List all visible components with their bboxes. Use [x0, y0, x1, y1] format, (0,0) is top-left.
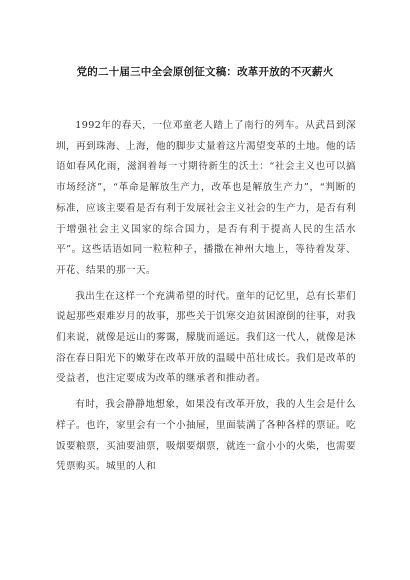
- paragraph-3: 有时，我会静静地想象，如果没有改革开放，我的人生会是什么样子。也许，家里会有一个小抽屉，里面装满了各种各样的票证。吃饭要粮票，买油要油票，吸烟要烟票，就连一盒小小的火柴，也需要凭票购买。城里的人和: [56, 399, 356, 473]
- paragraph-2: 我出生在这样一个充满希望的时代。童年的记忆里，总有长辈们说起那些艰难岁月的故事，那些关于饥寒交迫贫困潦倒的往事，对我们来说，就像是远山的雾霭，朦胧而遥远。我们这一代人，就像是沐浴在春日阳光下的嫩芽在改革开放的温暖中茁壮成长。我们是改革的受益者，也注定要成为改革的继承者和推动者。: [56, 290, 356, 385]
- paragraph-1: 1992年的春天，一位邓童老人踏上了南行的列车。从武昌到深圳，再到珠海、上海，他的脚步丈量着这片渴望变革的土地。他的话语如春风化雨，滋润着每一寸期待新生的沃土：“社会主义也可以搞市场经济”，“革命是解放生产力，改革也是解放生产力”，“判断的标准，应该主要看是否有利于发展社会主义社会的生产力，是否有利于增强社会主义国家的综合国力，是否有利于提高人民的生活水平”。这些话语如同一粒粒种子，播撒在神州大地上，等待着发芽、开花、结果的那一天。: [56, 120, 356, 276]
- document-title: 党的二十届三中全会原创征文稿：改革开放的不灭薪火: [76, 66, 334, 78]
- document-body: [56, 116, 356, 483]
